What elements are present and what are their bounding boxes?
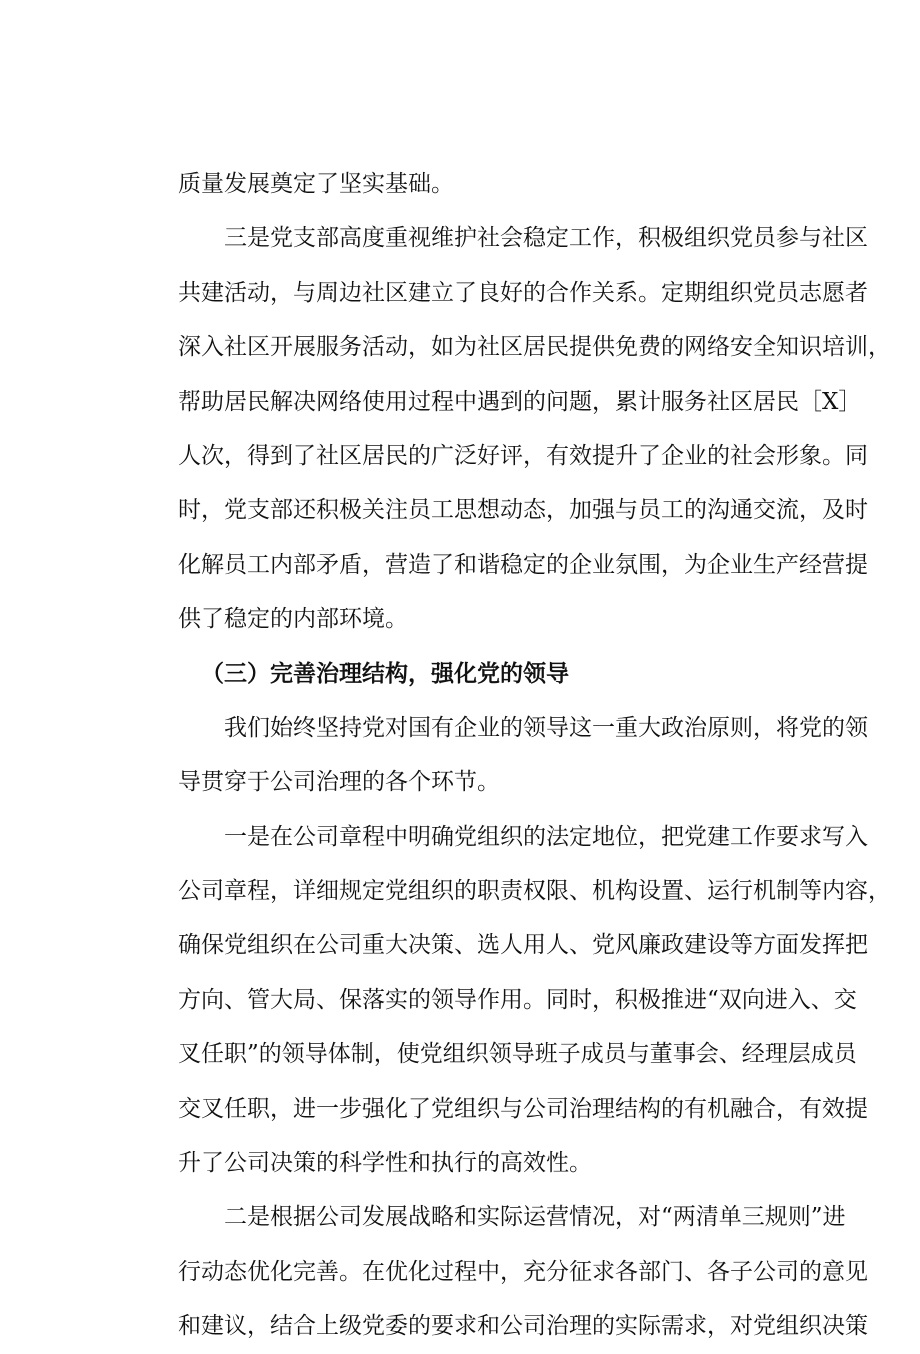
text-line: 深入社区开展服务活动，如为社区居民提供免费的网络安全知识培训， — [178, 334, 891, 361]
paragraph-first-line: 一是在公司章程中明确党组织的法定地位，把党建工作要求写入 — [224, 823, 868, 850]
text-line: 质量发展奠定了坚实基础。 — [178, 171, 454, 197]
text-line: 导贯穿于公司治理的各个环节。 — [178, 769, 500, 796]
paragraph-first-line: 我们始终坚持党对国有企业的领导这一重大政治原则，将党的领 — [224, 714, 868, 741]
text-line: 人次，得到了社区居民的广泛好评，有效提升了企业的社会形象。同 — [178, 442, 868, 469]
paragraph-first-line: 二是根据公司发展战略和实际运营情况，对“两清单三规则”进 — [224, 1204, 846, 1231]
text-line: 和建议，结合上级党委的要求和公司治理的实际需求，对党组织决策 — [178, 1313, 868, 1340]
text-line: 升了公司决策的科学性和执行的高效性。 — [178, 1150, 592, 1177]
text-line: 交叉任职，进一步强化了党组织与公司治理结构的有机融合，有效提 — [178, 1095, 868, 1122]
paragraph-first-line: 三是党支部高度重视维护社会稳定工作，积极组织党员参与社区 — [224, 225, 868, 252]
text-line: 化解员工内部矛盾，营造了和谐稳定的企业氛围，为企业生产经营提 — [178, 551, 868, 578]
text-line: 公司章程，详细规定党组织的职责权限、机构设置、运行机制等内容， — [178, 878, 891, 905]
text-line: 共建活动，与周边社区建立了良好的合作关系。定期组织党员志愿者 — [178, 279, 868, 306]
text-line: 帮助居民解决网络使用过程中遇到的问题，累计服务社区居民［X］ — [178, 388, 862, 415]
document-body — [178, 157, 891, 1354]
text-line: 方向、管大局、保落实的领导作用。同时，积极推进“双向进入、交 — [178, 986, 857, 1013]
text-line: 供了稳定的内部环境。 — [178, 606, 408, 633]
text-line: 时，党支部还积极关注员工思想动态，加强与员工的沟通交流，及时 — [178, 497, 868, 524]
text-line: 确保党组织在公司重大决策、选人用人、党风廉政建设等方面发挥把 — [178, 932, 868, 959]
text-line: 行动态优化完善。在优化过程中，充分征求各部门、各子公司的意见 — [178, 1258, 868, 1285]
section-heading: （三）完善治理结构，强化党的领导 — [201, 660, 569, 687]
text-line: 叉任职”的领导体制，使党组织领导班子成员与董事会、经理层成员 — [178, 1041, 857, 1068]
